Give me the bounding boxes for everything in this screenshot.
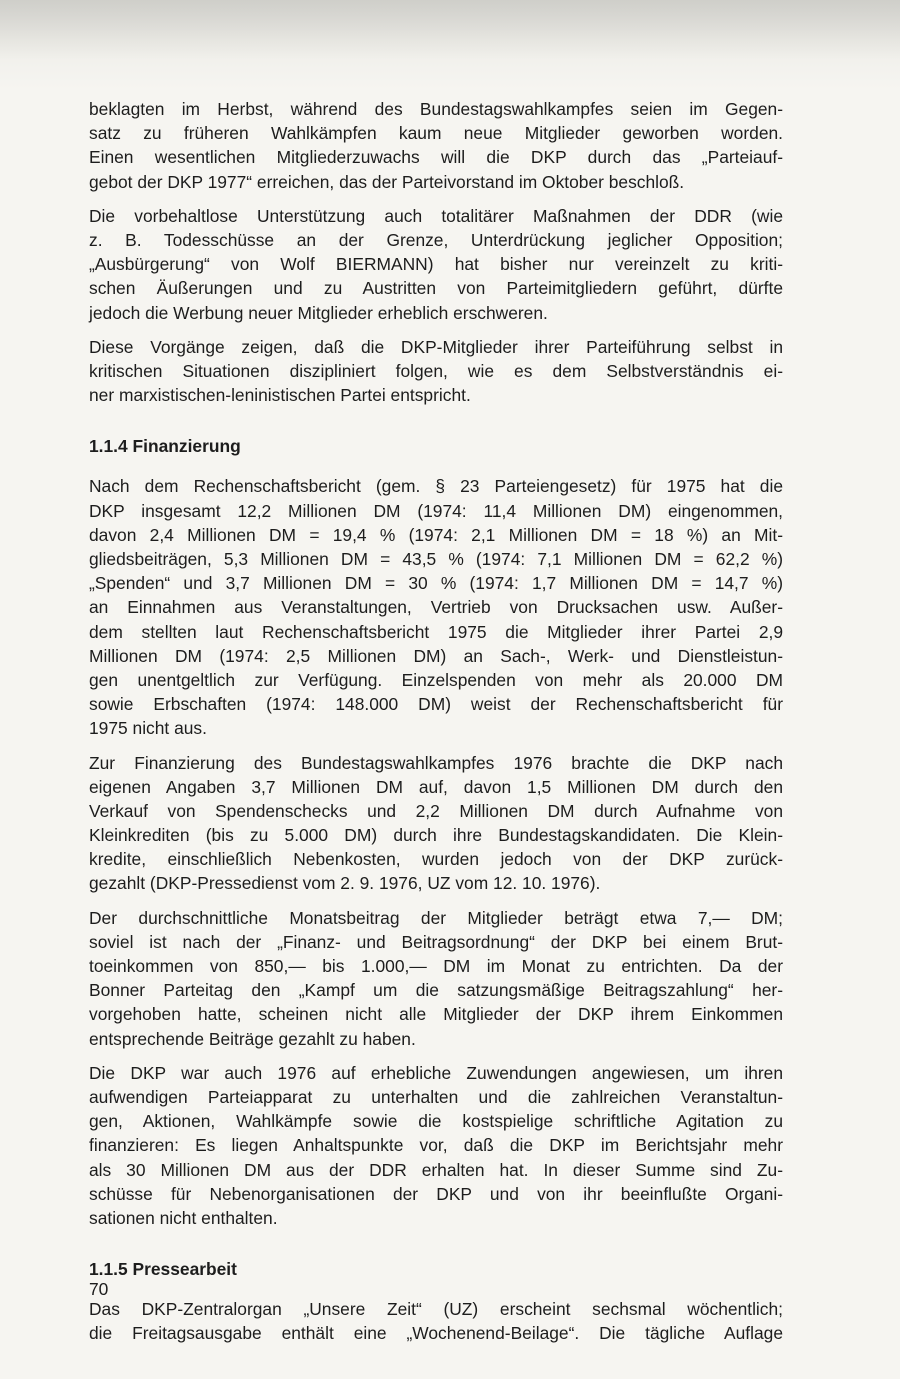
paragraph xyxy=(89,751,783,896)
text-line: Das DKP-Zentralorgan „Unsere Zeit“ (UZ) erscheint sechsmal wöchentlich; xyxy=(89,1299,783,1320)
text-line: als 30 Millionen DM aus der DDR erhalten hat. In dieser Summe sind Zu- xyxy=(89,1159,783,1180)
document-body xyxy=(89,97,783,1356)
text-line: vorgehoben hatte, scheinen nicht alle Mitglieder der DKP ihrem Einkommen xyxy=(89,1004,783,1025)
text-line: davon 2,4 Millionen DM = 19,4 % (1974: 2,1 Millionen DM = 18 %) an Mit- xyxy=(89,524,783,545)
paragraph xyxy=(89,204,783,325)
text-line: die Freitagsausgabe enthält eine „Wochenend-Beilage“. Die tägliche Auflage xyxy=(89,1323,783,1344)
text-line: „Ausbürgerung“ von Wolf BIERMANN) hat bisher nur vereinzelt zu kriti- xyxy=(89,254,783,275)
paragraph xyxy=(89,1297,783,1345)
text-line: schen Äußerungen und zu Austritten von Parteimitgliedern geführt, dürfte xyxy=(89,278,783,299)
text-line: beklagten im Herbst, während des Bundestagswahlkampfes seien im Gegen- xyxy=(89,99,783,119)
text-line: satz zu früheren Wahlkämpfen kaum neue Mitglieder geworben worden. xyxy=(89,123,783,144)
text-line: Millionen DM (1974: 2,5 Millionen DM) an Sach-, Werk- und Dienstleistun- xyxy=(89,645,783,666)
text-line: DKP insgesamt 12,2 Millionen DM (1974: 11,4 Millionen DM) eingenommen, xyxy=(89,500,783,521)
text-line: „Spenden“ und 3,7 Millionen DM = 30 % (1974: 1,7 Millionen DM = 14,7 %) xyxy=(89,573,783,594)
text-line: Diese Vorgänge zeigen, daß die DKP-Mitglieder ihrer Parteiführung selbst in xyxy=(89,336,783,357)
text-line: jedoch die Werbung neuer Mitglieder erheblich erschweren. xyxy=(89,302,548,323)
paragraph xyxy=(89,474,783,740)
text-line: Bonner Parteitag den „Kampf um die satzungsmäßige Beitragszahlung“ her- xyxy=(89,980,783,1001)
text-line: gen, Aktionen, Wahlkämpfe sowie die kostspielige schriftliche Agitation zu xyxy=(89,1111,783,1132)
text-line: entsprechende Beiträge gezahlt zu haben. xyxy=(89,1028,416,1049)
text-line: 1975 nicht aus. xyxy=(89,718,207,739)
text-line: schüsse für Nebenorganisationen der DKP und von ihr beeinflußte Organi- xyxy=(89,1183,783,1204)
text-line: finanzieren: Es liegen Anhaltspunkte vor, daß die DKP im Berichtsjahr mehr xyxy=(89,1135,783,1156)
text-line: ner marxistischen-leninistischen Partei entspricht. xyxy=(89,385,471,406)
text-line: dem stellten laut Rechenschaftsbericht 1975 die Mitglieder ihrer Partei 2,9 xyxy=(89,621,783,642)
text-line: Verkauf von Spendenschecks und 2,2 Millionen DM durch Aufnahme von xyxy=(89,800,783,821)
text-line: kritischen Situationen diszipliniert folgen, wie es dem Selbstverständnis ei- xyxy=(89,360,783,381)
section-finanzierung-text xyxy=(89,474,783,1230)
text-line: Zur Finanzierung des Bundestagswahlkampfes 1976 brachte die DKP nach xyxy=(89,752,783,773)
text-line: gen unentgeltlich zur Verfügung. Einzelspenden von mehr als 20.000 DM xyxy=(89,669,783,690)
text-line: Die vorbehaltlose Unterstützung auch totalitärer Maßnahmen der DDR (wie xyxy=(89,205,783,226)
section-intro-text xyxy=(89,97,783,407)
text-line: Der durchschnittliche Monatsbeitrag der Mitglieder beträgt etwa 7,— DM; xyxy=(89,907,783,928)
text-line: kredite, einschließlich Nebenkosten, wurden jedoch von der DKP zurück- xyxy=(89,849,783,870)
paragraph xyxy=(89,906,783,1051)
scan-shadow-edge xyxy=(0,0,900,60)
text-line: Einen wesentlichen Mitgliederzuwachs will die DKP durch das „Parteiauf- xyxy=(89,147,783,168)
paragraph xyxy=(89,335,783,408)
text-line: Nach dem Rechenschaftsbericht (gem. § 23 Parteiengesetz) für 1975 hat die xyxy=(89,476,783,497)
text-line: eigenen Angaben 3,7 Millionen DM auf, davon 1,5 Millionen DM durch den xyxy=(89,776,783,797)
text-line: sationen nicht enthalten. xyxy=(89,1207,278,1228)
text-line: Kleinkrediten (bis zu 5.000 DM) durch ihre Bundestagskandidaten. Die Klein- xyxy=(89,825,783,846)
text-line: gliedsbeiträgen, 5,3 Millionen DM = 43,5 % (1974: 7,1 Millionen DM = 62,2 %) xyxy=(89,549,783,570)
text-line: z. B. Todesschüsse an der Grenze, Unterdrückung jeglicher Opposition; xyxy=(89,229,783,250)
text-line: soviel ist nach der „Finanz- und Beitragsordnung“ der DKP bei einem Brut- xyxy=(89,931,783,952)
heading-finanzierung: 1.1.4 Finanzierung xyxy=(89,436,241,457)
paragraph xyxy=(89,97,783,194)
text-line: gebot der DKP 1977“ erreichen, das der Parteivorstand im Oktober beschloß. xyxy=(89,171,685,192)
section-pressearbeit-text xyxy=(89,1297,783,1345)
text-line: aufwendigen Parteiapparat zu unterhalten und die zahlreichen Veranstaltun- xyxy=(89,1086,783,1107)
text-line: sowie Erbschaften (1974: 148.000 DM) weist der Rechenschaftsbericht für xyxy=(89,694,783,715)
page-number: 70 xyxy=(89,1279,109,1299)
text-line: an Einnahmen aus Veranstaltungen, Vertrieb von Drucksachen usw. Außer- xyxy=(89,597,783,618)
heading-pressearbeit: 1.1.5 Pressearbeit xyxy=(89,1259,237,1280)
text-line: toeinkommen von 850,— bis 1.000,— DM im Monat zu entrichten. Da der xyxy=(89,956,783,977)
text-line: gezahlt (DKP-Pressedienst vom 2. 9. 1976, UZ vom 12. 10. 1976). xyxy=(89,873,601,894)
text-line: Die DKP war auch 1976 auf erhebliche Zuwendungen angewiesen, um ihren xyxy=(89,1062,783,1083)
paragraph xyxy=(89,1061,783,1230)
